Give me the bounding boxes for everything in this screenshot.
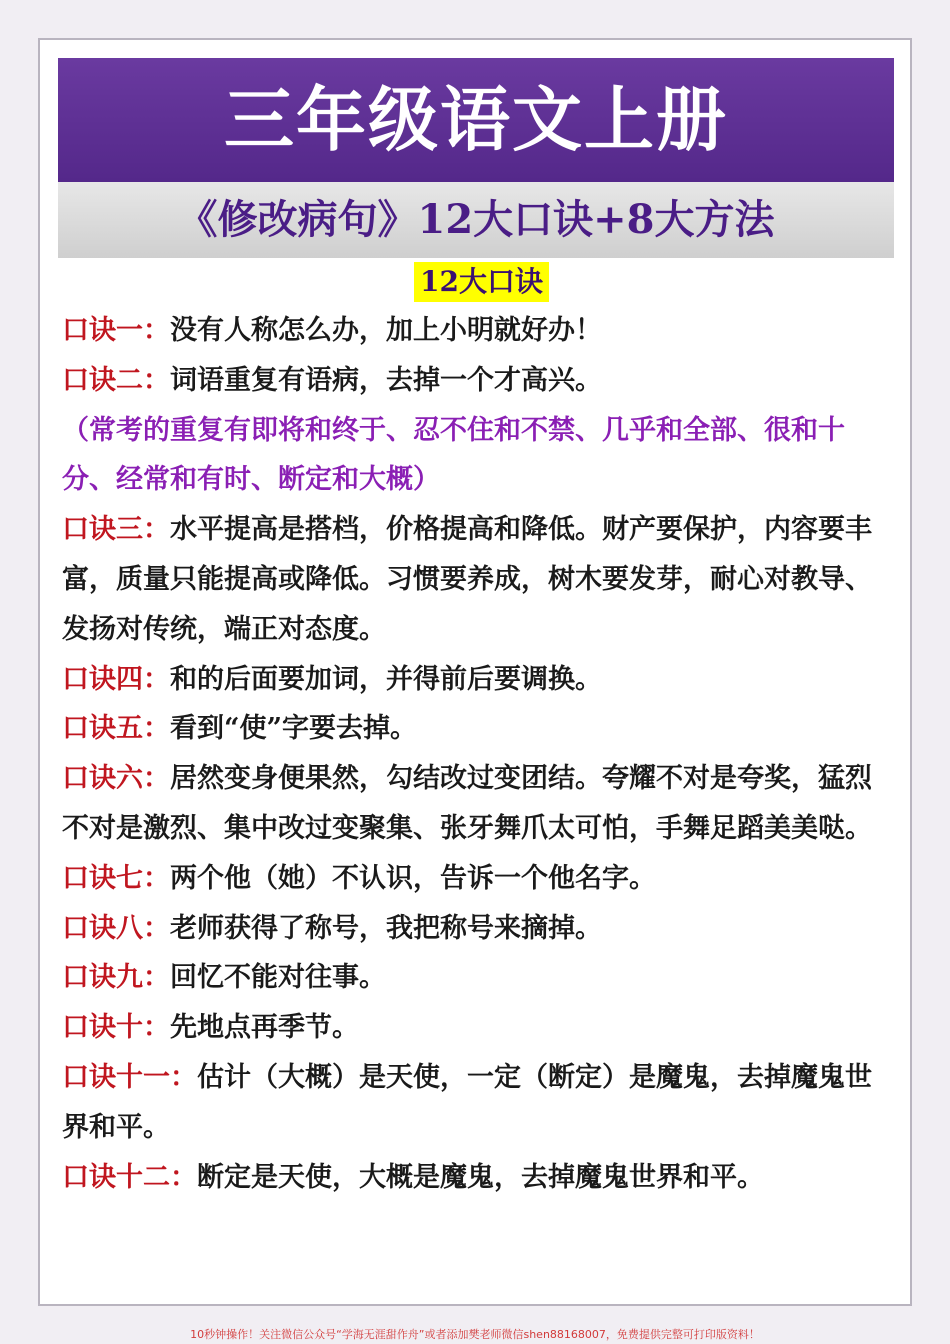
mnemonic-label: 口诀一： [62,315,170,346]
page-subtitle: 《修改病句》12大口诀+8大方法 [58,182,894,258]
mnemonic-label: 口诀八： [62,912,170,944]
mnemonic-item-2 [62,356,892,406]
mnemonic-item-1 [62,306,892,356]
mnemonic-item-5 [62,704,892,754]
mnemonic-text: 看到“使”字要去掉。 [170,713,418,745]
mnemonic-item-9 [62,953,892,1003]
mnemonic-text: 居然变身便果然，勾结改过变团结。夸耀不对是夸奖，猛烈不对是激烈、集中改过变聚集、张牙舞爪太可怕，手舞足蹈美美哒。 [62,763,872,844]
mnemonic-note [62,406,892,506]
note-text: （常考的重复有即将和终于、忍不住和不禁、几乎和全部、很和十分、经常和有时、断定和大概） [62,414,845,496]
mnemonic-list [62,306,892,1202]
mnemonic-label: 口诀六： [62,763,170,795]
mnemonic-label: 口诀十： [62,1012,170,1044]
mnemonic-text: 两个他（她）不认识，告诉一个他名字。 [170,862,656,894]
mnemonic-text: 没有人称怎么办，加上小明就好办！ [170,315,602,346]
mnemonic-text: 和的后面要加词，并得前后要调换。 [170,663,602,695]
mnemonic-label: 口诀七： [62,862,170,894]
mnemonic-item-12 [62,1153,892,1203]
mnemonic-item-4 [62,655,892,705]
mnemonic-label: 口诀九： [62,962,170,994]
mnemonic-item-10 [62,1003,892,1053]
mnemonic-label: 口诀四： [62,663,170,695]
mnemonic-item-3 [62,505,892,654]
mnemonic-text: 水平提高是搭档，价格提高和降低。财产要保护，内容要丰富，质量只能提高或降低。习惯要养成，树木要发芽，耐心对教导、发扬对传统，端正对态度。 [62,514,872,645]
mnemonic-text: 回忆不能对往事。 [170,962,386,994]
mnemonic-label: 口诀五： [62,713,170,745]
mnemonic-label: 口诀十二： [62,1161,197,1193]
mnemonic-text: 词语重复有语病，去掉一个才高兴。 [170,364,602,396]
mnemonic-text: 断定是天使，大概是魔鬼，去掉魔鬼世界和平。 [197,1161,764,1193]
mnemonic-label: 口诀二： [62,364,170,396]
mnemonic-item-7 [62,854,892,904]
mnemonic-item-6 [62,754,892,854]
mnemonic-item-8 [62,904,892,954]
mnemonic-text: 估计（大概）是天使，一定（断定）是魔鬼，去掉魔鬼世界和平。 [62,1061,872,1143]
mnemonic-label: 口诀十一： [62,1061,197,1093]
mnemonic-text: 先地点再季节。 [170,1012,359,1044]
section-heading: 12大口诀 [414,262,549,302]
mnemonic-label: 口诀三： [62,514,170,546]
document-page [38,38,912,1306]
footer-note: 10秒钟操作！关注微信公众号“学海无涯甜作舟”或者添加樊老师微信shen88168007，免费提供完整可打印版资料！ [190,1328,760,1341]
mnemonic-item-11 [62,1053,892,1153]
page-title: 三年级语文上册 [58,58,894,182]
mnemonic-text: 老师获得了称号，我把称号来摘掉。 [170,912,602,944]
